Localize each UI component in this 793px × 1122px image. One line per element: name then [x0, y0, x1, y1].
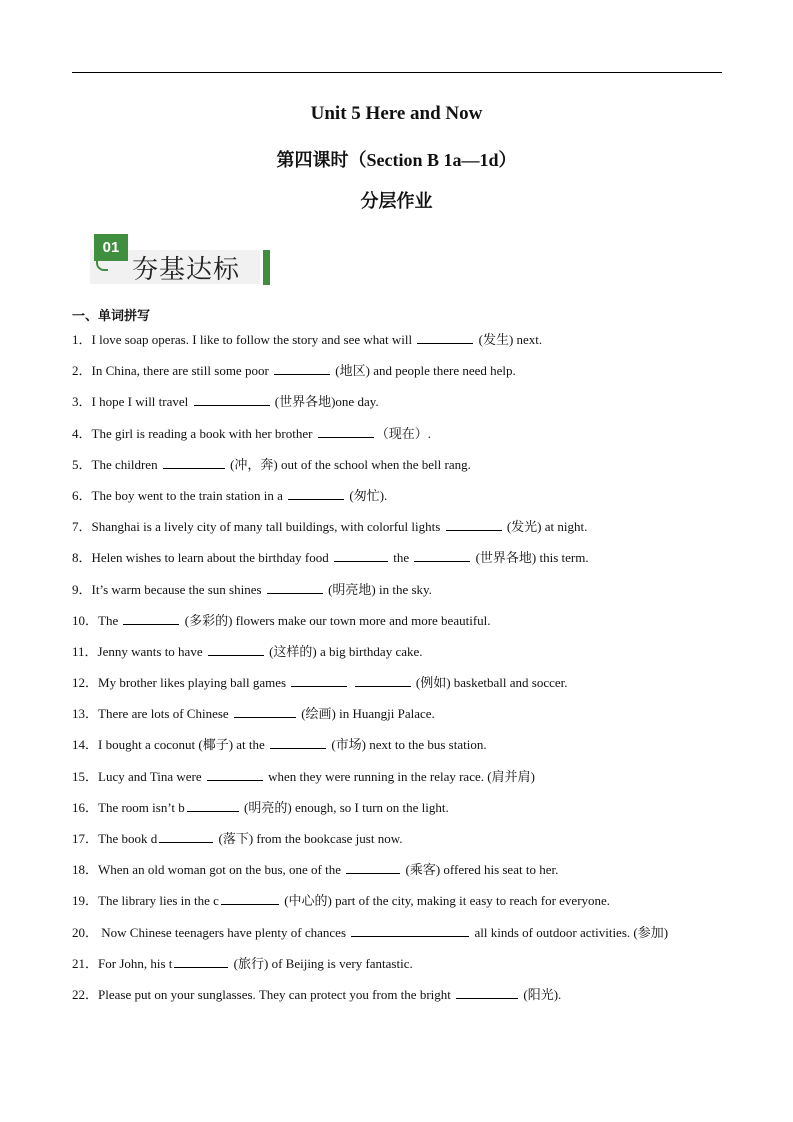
answer-blank[interactable] — [274, 361, 330, 375]
answer-blank[interactable] — [355, 673, 411, 687]
item-number: 17． — [72, 831, 99, 846]
answer-blank[interactable] — [123, 611, 179, 625]
item-number: 20． — [72, 924, 99, 940]
page-title: Unit 5 Here and Now — [310, 103, 483, 124]
item-text: (旅行) of Beijing is very fantastic. — [230, 955, 413, 971]
homework-heading: 分层作业 — [360, 191, 433, 211]
item-text: (冲，奔) out of the school when the bell rang. — [226, 456, 471, 472]
item-text: (世界各地) this term. — [472, 550, 589, 566]
answer-blank[interactable] — [446, 517, 502, 531]
item-number: 13． — [72, 706, 99, 722]
exercise-item — [72, 579, 722, 610]
item-text: Please put on your sunglasses. They can protect you from the bright — [98, 986, 455, 1002]
badge-bar — [263, 250, 270, 285]
item-number: 10． — [72, 612, 99, 628]
answer-blank[interactable] — [194, 392, 270, 406]
item-number: 1． — [72, 332, 92, 347]
item-text: (明亮的) enough, so I turn on the light. — [240, 799, 449, 815]
answer-blank[interactable] — [234, 704, 296, 718]
item-text: (这样的) a big birthday cake. — [265, 643, 423, 659]
answer-blank[interactable] — [346, 860, 400, 874]
item-text: Shanghai is a lively city of many tall buildings, with colorful lights — [91, 519, 444, 535]
exercise-item — [72, 828, 722, 859]
answer-blank[interactable] — [456, 985, 518, 999]
exercise-item — [72, 734, 722, 765]
item-text: when they were running in the relay race. (肩并肩) — [264, 768, 535, 784]
item-number: 3． — [72, 394, 92, 410]
item-text: The children — [91, 456, 161, 472]
exercise-item — [72, 329, 722, 360]
item-text: In China, there are still some poor — [91, 363, 273, 379]
item-number: 21． — [72, 955, 99, 971]
exercise-item — [72, 703, 722, 734]
item-text: The library lies in the c — [98, 893, 219, 909]
answer-blank[interactable] — [351, 923, 469, 937]
exercise-item — [72, 890, 722, 921]
item-text: (绘画) in Huangji Palace. — [297, 706, 435, 722]
exercise-item — [72, 953, 722, 984]
item-text: all kinds of outdoor activities. (参加) — [471, 924, 669, 940]
exercise-item — [72, 797, 722, 828]
answer-blank[interactable] — [334, 548, 388, 562]
item-number: 14． — [72, 737, 99, 753]
badge-number: 01 — [94, 234, 128, 261]
item-text: For John, his t — [98, 955, 173, 971]
exercise-item — [72, 360, 722, 391]
exercise-item — [72, 766, 722, 797]
answer-blank[interactable] — [318, 424, 374, 438]
answer-blank[interactable] — [288, 486, 344, 500]
answer-blank[interactable] — [207, 767, 263, 781]
item-text: Lucy and Tina were — [98, 768, 205, 784]
item-number: 4． — [72, 425, 92, 441]
item-text: The girl is reading a book with her brother — [91, 425, 316, 441]
item-text: (匆忙). — [346, 487, 388, 503]
answer-blank[interactable] — [221, 891, 279, 905]
item-text: When an old woman got on the bus, one of the — [98, 862, 345, 878]
item-text: (发生) next. — [475, 332, 543, 347]
item-text: I bought a coconut (椰子) at the — [98, 737, 269, 753]
item-text: (地区) and people there need help. — [332, 363, 516, 379]
exercise-item — [72, 516, 722, 547]
item-text: The boy went to the train station in a — [91, 487, 287, 503]
answer-blank[interactable] — [291, 673, 347, 687]
item-text: My brother likes playing ball games — [98, 675, 290, 691]
item-text: It’s warm because the sun shines — [91, 581, 265, 597]
exercise-item — [72, 547, 722, 578]
item-text: (乘客) offered his seat to her. — [402, 862, 559, 878]
item-text: （现在）. — [375, 425, 431, 441]
item-text: I love soap operas. I like to follow the story and see what will — [91, 332, 416, 347]
answer-blank[interactable] — [267, 580, 323, 594]
item-text: (落下) from the bookcase just now. — [215, 831, 403, 846]
answer-blank[interactable] — [163, 455, 225, 469]
exercise-item — [72, 423, 722, 454]
item-text: (阳光). — [520, 986, 562, 1002]
item-text: Now Chinese teenagers have plenty of chances — [98, 924, 350, 940]
item-text: (市场) next to the bus station. — [328, 737, 487, 753]
item-text: (中心的) part of the city, making it easy to reach for everyone. — [280, 893, 611, 909]
exercise-item — [72, 984, 722, 1015]
answer-blank[interactable] — [414, 548, 470, 562]
answer-blank[interactable] — [174, 954, 228, 968]
item-text: (发光) at night. — [503, 519, 588, 535]
item-number: 6． — [72, 487, 92, 503]
item-text: (世界各地)one day. — [271, 394, 379, 410]
item-number: 8． — [72, 550, 92, 566]
answer-blank[interactable] — [270, 735, 326, 749]
item-text: Helen wishes to learn about the birthday food — [91, 550, 332, 566]
answer-blank[interactable] — [417, 330, 473, 344]
item-text: (例如) basketball and soccer. — [412, 675, 568, 691]
answer-blank[interactable] — [159, 829, 213, 843]
item-number: 16． — [72, 799, 99, 815]
item-number: 15． — [72, 768, 99, 784]
item-text: The book d — [98, 831, 158, 846]
item-text: The room isn’t b — [98, 799, 185, 815]
exercise-item — [72, 485, 722, 516]
item-number: 19． — [72, 893, 99, 909]
item-text: There are lots of Chinese — [98, 706, 232, 722]
badge-label: 夯基达标 — [132, 255, 241, 285]
item-text: (多彩的) flowers make our town more and more beautiful. — [181, 612, 491, 628]
item-number: 11． — [72, 643, 98, 659]
exercise-item — [72, 859, 722, 890]
answer-blank[interactable] — [187, 798, 239, 812]
item-number: 5． — [72, 456, 92, 472]
item-number: 12． — [72, 675, 99, 691]
exercise-item — [72, 641, 722, 672]
item-number: 7． — [72, 519, 92, 535]
item-text: (明亮地) in the sky. — [324, 581, 432, 597]
exercise-list — [72, 329, 722, 1015]
item-text — [349, 675, 352, 690]
item-number: 9． — [72, 581, 92, 597]
section-title: 一、单词拼写 — [72, 309, 151, 324]
item-number: 22． — [72, 986, 99, 1002]
item-text: I hope I will travel — [91, 394, 192, 410]
item-text: the — [389, 550, 413, 566]
lesson-subtitle: 第四课时（Section B 1a—1d） — [276, 150, 517, 170]
exercise-item — [72, 610, 722, 641]
item-number: 2． — [72, 363, 92, 379]
header-rule — [72, 72, 722, 73]
exercise-item — [72, 454, 722, 485]
answer-blank[interactable] — [208, 642, 264, 656]
exercise-item — [72, 672, 722, 703]
item-text: Jenny wants to have — [97, 643, 206, 659]
item-text: The — [98, 612, 122, 628]
section-badge — [84, 234, 274, 288]
item-number: 18． — [72, 862, 99, 878]
exercise-item — [72, 391, 722, 422]
exercise-item — [72, 922, 722, 953]
